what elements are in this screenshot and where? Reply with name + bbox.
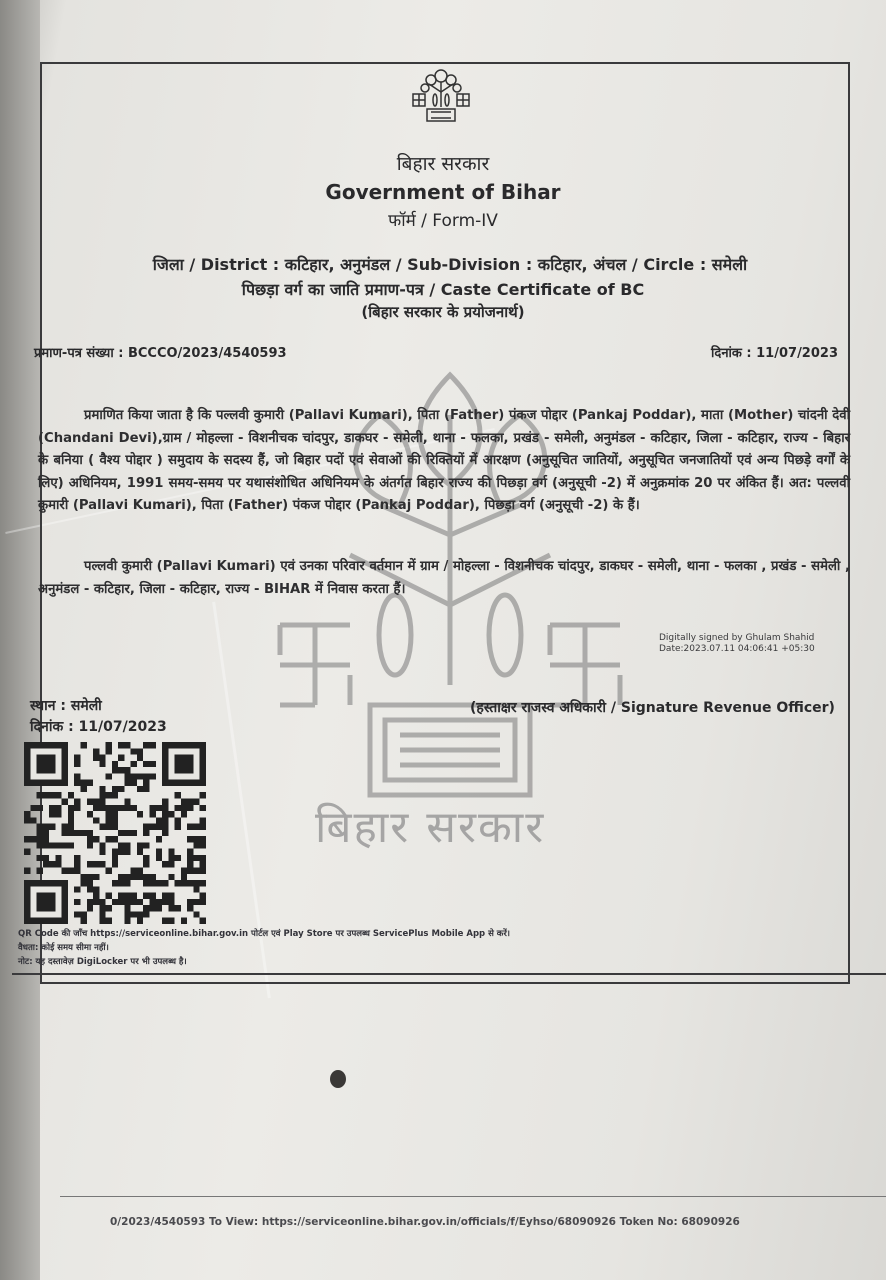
qr-verify-note: QR Code की जाँच https://serviceonline.bihar.gov.in पोर्टल एवं Play Store पर उपलब्ध ServicePlus Mobile App से करें। <box>18 929 511 939</box>
footer-rule <box>60 1196 886 1197</box>
district-line: जिला / District : कटिहार, अनुमंडल / Sub-Division : कटिहार, अंचल / Circle : समेली <box>152 255 748 274</box>
issue-date: दिनांक : 11/07/2023 <box>30 719 167 735</box>
govt-name-hindi: बिहार सरकार <box>396 153 490 175</box>
validity-note: वैधता: कोई समय सीमा नहीं। <box>18 943 109 953</box>
watermark-text: बिहार सरकार <box>315 802 546 853</box>
signature-label: (हस्ताक्षर राजस्व अधिकारी / Signature Revenue Officer) <box>470 700 835 716</box>
digital-signature <box>659 633 815 655</box>
form-number: फॉर्म / Form-IV <box>388 211 498 231</box>
certificate-body-paragraph-2: पल्लवी कुमारी (Pallavi Kumari) एवं उनका परिवार वर्तमान में ग्राम / मोहल्ला - विशनीचक चांदपुर, डाकघर - समेली, थाना - फलका , प्रखंड - समेली , अनुमंडल - कटिहार, जिला - कटिहार, राज्य - BIHAR में निवास करता हैं। <box>38 559 850 597</box>
digital-signature-by: Digitally signed by Ghulam Shahid <box>659 633 815 643</box>
qr-code[interactable] <box>24 742 206 924</box>
certificate-number: प्रमाण-पत्र संख्या : BCCCO/2023/4540593 <box>34 346 287 361</box>
paper-hole <box>330 1070 346 1088</box>
issue-place: स्थान : समेली <box>30 698 102 714</box>
certificate-title: पिछड़ा वर्ग का जाति प्रमाण-पत्र / Caste Certificate of BC <box>241 280 645 299</box>
digilocker-note: नोट: यह दस्तावेज़ DigiLocker पर भी उपलब्ध है। <box>18 957 187 967</box>
qr-section-rule <box>12 973 886 975</box>
bihar-emblem-icon <box>405 62 477 132</box>
verification-footer: 0/2023/4540593 To View: https://serviceonline.bihar.gov.in/officials/f/Eyhso/68090926 Token No: 68090926 <box>110 1216 740 1228</box>
certificate-purpose: (बिहार सरकार के प्रयोजनार्थ) <box>361 303 525 321</box>
certificate-date: दिनांक : 11/07/2023 <box>711 346 838 361</box>
govt-name-english: Government of Bihar <box>325 180 561 204</box>
digital-signature-date: Date:2023.07.11 04:06:41 +05:30 <box>659 644 815 654</box>
certificate-body-paragraph-1: प्रमाणित किया जाता है कि पल्लवी कुमारी (Pallavi Kumari), पिता (Father) पंकज पोद्दार (Pankaj Poddar), माता (Mother) चांदनी देवी (Chandani Devi),ग्राम / मोहल्ला - विशनीचक चांदपुर, डाकघर - समेली, थाना - फलका, प्रखंड - समेली, अनुमंडल - कटिहार, जिला - कटिहार, राज्य - बिहार के बनिया ( वैश्य पोद्दार ) समुदाय के सदस्य हैं, जो बिहार पदों एवं सेवाओं की रिक्तियों में आरक्षण (अनुसूचित जातियों, अनुसूचित जनजातियों एवं अन्य पिछड़े वर्गों के लिए) अधिनियम, 1991 समय-समय पर यथासंशोधित अधिनियम के अंतर्गत बिहार राज्य की पिछड़ा वर्ग (अनुसूची -2) में अनुक्रमांक 20 पर अंकित हैं। अत: पल्लवी कुमारी (Pallavi Kumari), पिता (Father) पंकज पोद्दार (Pankaj Poddar), पिछड़ा वर्ग (अनुसूची -2) के हैं। <box>38 408 850 513</box>
